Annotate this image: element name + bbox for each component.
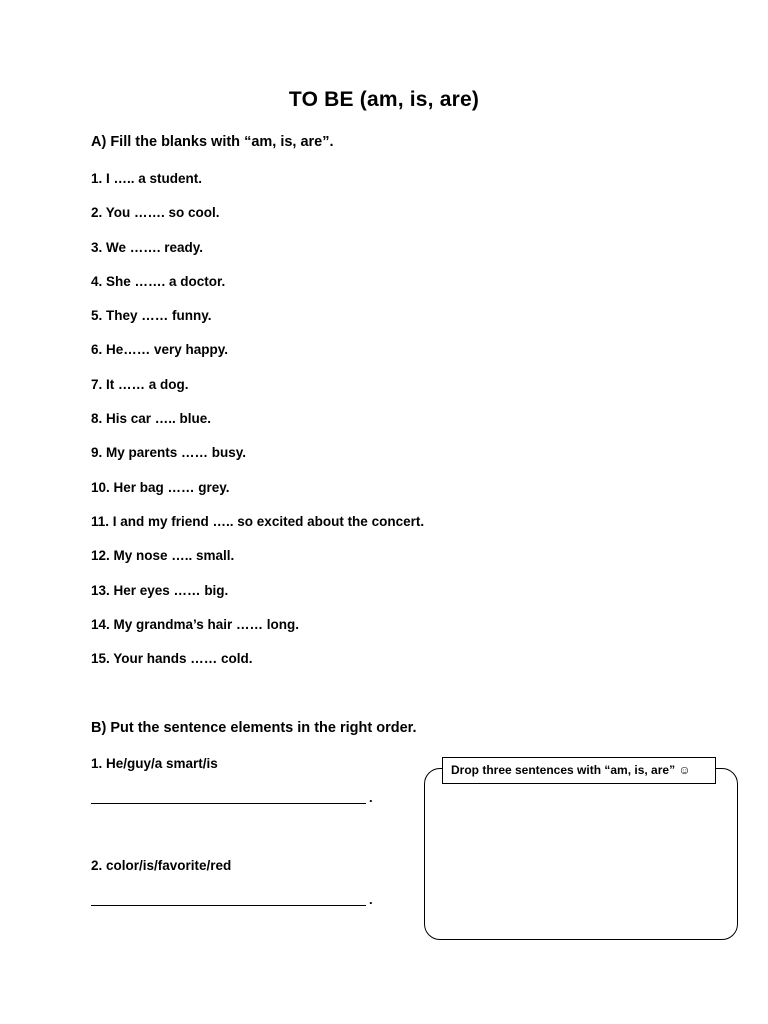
fill-blank-item-5: 5. They …… funny. [91, 308, 212, 324]
answer-line-2 [91, 905, 366, 906]
fill-blank-item-11: 11. I and my friend ….. so excited about the concert. [91, 513, 425, 529]
fill-blank-item-10: 10. Her bag …… grey. [91, 479, 230, 495]
fill-blank-item-4: 4. She ……. a doctor. [91, 273, 226, 289]
fill-blank-item-15: 15. Your hands …… cold. [91, 651, 253, 667]
answer-line-1 [91, 803, 366, 804]
section-a-heading: A) Fill the blanks with “am, is, are”. [91, 134, 334, 150]
fill-blank-item-13: 13. Her eyes …… big. [91, 582, 229, 598]
section-b-heading: B) Put the sentence elements in the right order. [91, 720, 417, 736]
reorder-item-1: 1. He/guy/a smart/is [91, 756, 218, 771]
fill-blank-item-8: 8. His car ….. blue. [91, 411, 212, 427]
fill-blank-item-7: 7. It …… a dog. [91, 376, 189, 392]
fill-blank-item-6: 6. He…… very happy. [91, 342, 229, 358]
answer-line-1-period: . [369, 790, 373, 805]
fill-blank-item-2: 2. You ……. so cool. [91, 205, 220, 221]
answer-line-2-period: . [369, 892, 373, 907]
sentence-drop-box [424, 768, 738, 940]
reorder-item-2: 2. color/is/favorite/red [91, 858, 232, 873]
fill-blank-item-1: 1. I ….. a student. [91, 171, 203, 186]
fill-blank-item-9: 9. My parents …… busy. [91, 445, 247, 461]
fill-blanks-list [91, 170, 424, 684]
fill-blank-item-14: 14. My grandma’s hair …… long. [91, 616, 300, 632]
worksheet-title: TO BE (am, is, are) [288, 88, 480, 111]
fill-blank-item-3: 3. We ……. ready. [91, 239, 204, 255]
fill-blank-item-12: 12. My nose ….. small. [91, 548, 235, 564]
drop-box-label: Drop three sentences with “am, is, are” ☺ [442, 757, 716, 784]
